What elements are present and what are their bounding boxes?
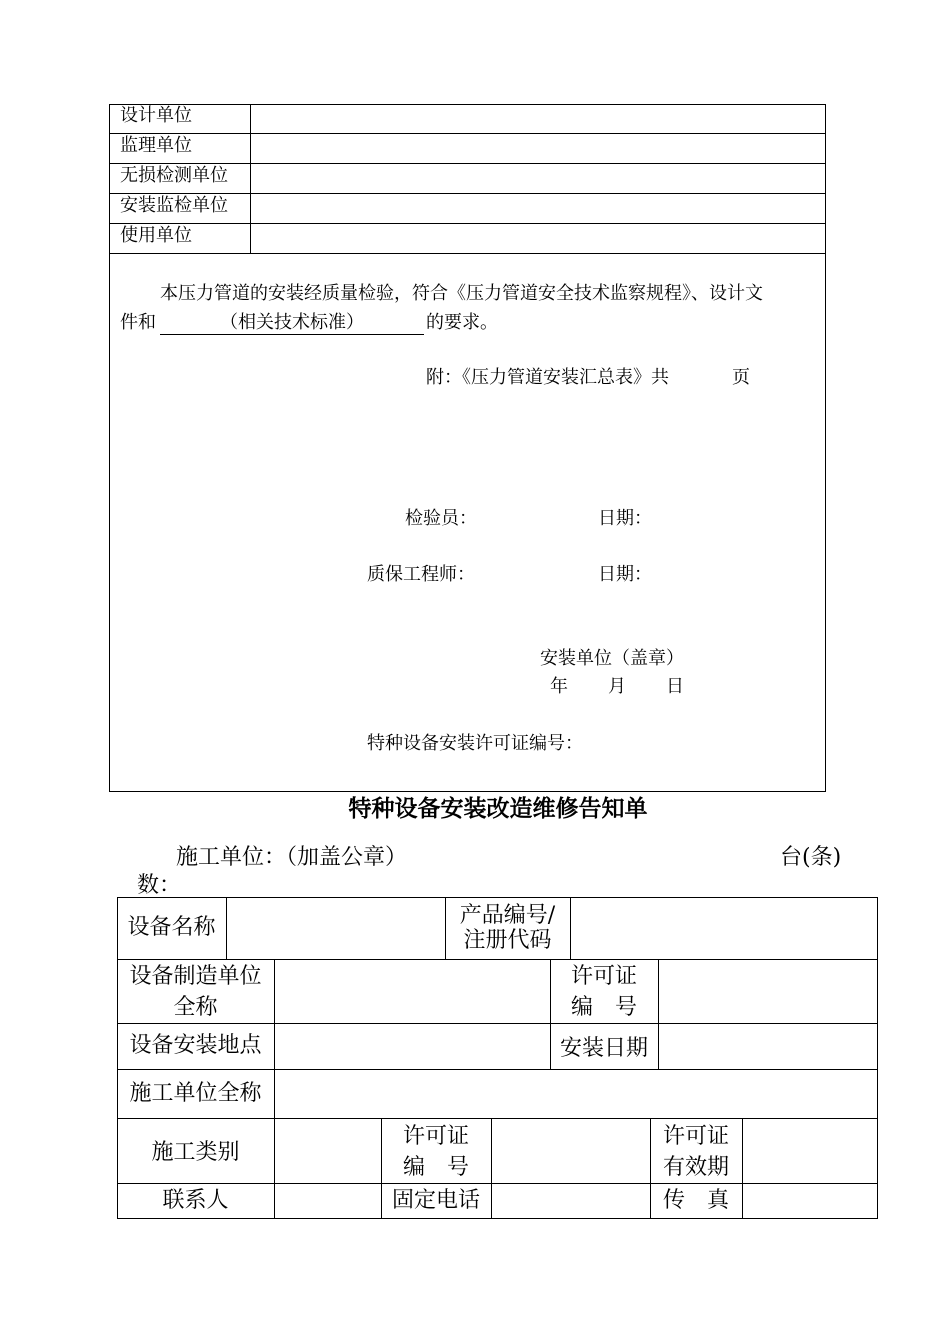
row-divider [117, 959, 878, 960]
phone-label: 固定电话 [391, 1188, 480, 1213]
manufacturer-label-line1: 设备制造单位 [129, 964, 262, 989]
install-location-label: 设备安装地点 [129, 1033, 262, 1058]
notice-title: 特种设备安装改造维修告知单 [348, 796, 648, 822]
row-divider [117, 1118, 878, 1119]
attachment-page-unit: 页 [732, 367, 750, 388]
statement-line-1: 本压力管道的安装经质量检验，符合《压力管道安全技术监察规程》、设计文 [160, 283, 763, 304]
row-divider [117, 1183, 878, 1184]
row-divider [109, 193, 826, 194]
product-number-label-line1: 产品编号/ [459, 903, 556, 928]
construction-type-label: 施工类别 [151, 1140, 240, 1165]
license-label-line1: 许可证 [570, 964, 637, 989]
row-label-supervision-unit: 监理单位 [120, 135, 192, 156]
row-label-user-unit: 使用单位 [120, 225, 192, 246]
date-label: 日期： [598, 564, 652, 585]
date-label: 日期： [598, 508, 652, 529]
column-divider [250, 104, 251, 254]
column-divider [658, 959, 659, 1069]
license-label-line1: 许可证 [402, 1124, 469, 1149]
row-divider [109, 133, 826, 134]
date-day: 日 [666, 676, 684, 697]
qa-engineer-label: 质保工程师： [367, 564, 475, 585]
column-divider [274, 959, 275, 1219]
contact-person-label: 联系人 [162, 1188, 229, 1213]
product-number-label-line2: 注册代码 [463, 928, 552, 953]
fax-label: 传 真 [662, 1188, 729, 1213]
row-divider [109, 223, 826, 224]
license-validity-label-line1: 许可证 [662, 1124, 729, 1149]
column-divider [570, 897, 571, 959]
license-validity-label-line2: 有效期 [662, 1155, 729, 1180]
install-date-label: 安装日期 [559, 1036, 648, 1061]
construction-full-name-label: 施工单位全称 [129, 1081, 262, 1106]
statement-line-2-suffix: 的要求。 [426, 312, 498, 333]
license-label-line2: 编 号 [570, 995, 637, 1020]
row-label-install-inspection-unit: 安装监检单位 [120, 195, 228, 216]
license-number-label: 特种设备安装许可证编号： [367, 733, 583, 754]
column-divider [491, 1118, 492, 1219]
row-label-design-unit: 设计单位 [120, 105, 192, 126]
statement-line-2-prefix: 件和 [120, 312, 156, 333]
attachment-note: 附：《压力管道安装汇总表》共 [426, 367, 669, 388]
equipment-name-label: 设备名称 [127, 915, 216, 940]
row-divider [117, 1069, 878, 1070]
date-year: 年 [550, 676, 568, 697]
install-unit-seal: 安装单位（盖章） [540, 648, 684, 669]
row-divider [109, 253, 826, 254]
row-divider [117, 1023, 878, 1024]
count-label: 台(条) [780, 845, 842, 870]
date-month: 月 [608, 676, 626, 697]
row-divider [109, 163, 826, 164]
inspector-label: 检验员： [405, 508, 477, 529]
row-label-ndt-unit: 无损检测单位 [120, 165, 228, 186]
manufacturer-label-line2: 全称 [173, 995, 218, 1020]
column-divider [226, 897, 227, 959]
column-divider [742, 1118, 743, 1219]
count-label-suffix: 数： [137, 873, 182, 898]
license-label-line2: 编 号 [402, 1155, 469, 1180]
standard-blank: （相关技术标准） [160, 313, 424, 335]
construction-unit-label: 施工单位：（加盖公章） [176, 845, 408, 870]
